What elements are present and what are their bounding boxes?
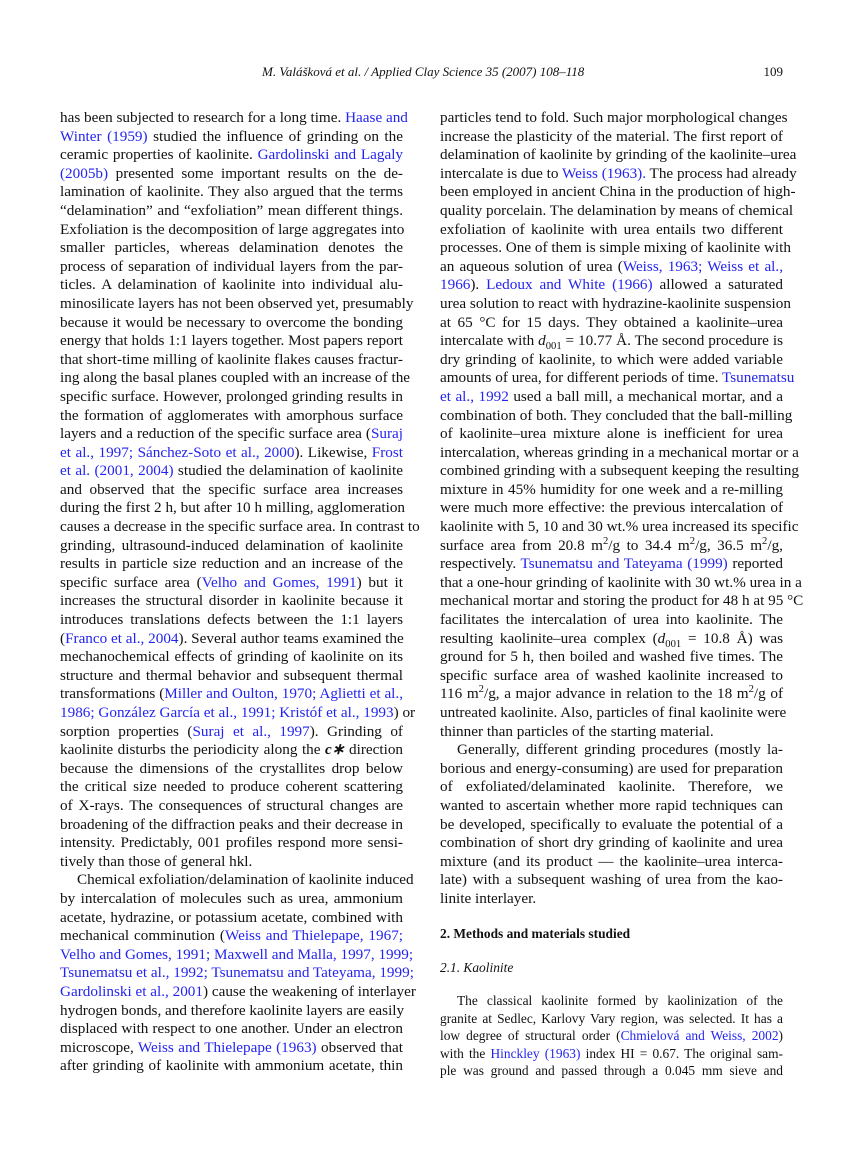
text-run: presented some important results on the de- xyxy=(108,164,403,182)
citation-link[interactable]: 1986; González García et al., 1991; Kristóf et al., 1993 xyxy=(60,704,394,721)
text-run: ing along the basal planes coupled with an increase of the xyxy=(60,369,411,387)
citation-link[interactable]: Miller and Oulton, 1970; Aglietti et al., xyxy=(164,685,403,703)
text-run: observed that xyxy=(316,1038,403,1056)
text-run: /g, 36.5 m xyxy=(695,536,763,554)
text-line xyxy=(60,1002,403,1021)
citation-link[interactable]: Suraj xyxy=(370,425,403,443)
text-run: ticles. A delamination of kaolinite into individual alu- xyxy=(60,276,403,294)
citation-link[interactable]: Tsunematsu and Tateyama (1999) xyxy=(520,555,728,573)
text-run: 2 xyxy=(762,535,768,547)
text-run: during the first 2 h, but after 10 h milling, agglomeration xyxy=(60,499,406,517)
text-run: Generally, different grinding procedures (mostly la- xyxy=(457,741,783,759)
text-line xyxy=(60,314,403,333)
text-run: ). xyxy=(470,276,487,294)
citation-link[interactable]: 1966 xyxy=(440,276,471,294)
text-run: particles tend to fold. Such major morphological changes xyxy=(440,109,788,126)
text-run: by intercalation of molecules such as urea, ammonium xyxy=(60,889,403,907)
text-run: mixture in 45% humidity for one week and a re-milling xyxy=(440,480,783,498)
text-line xyxy=(440,314,783,333)
text-run: 2 xyxy=(689,535,696,547)
text-run: surface area from 20.8 m xyxy=(440,536,603,554)
text-run: studied the influence of grinding on the xyxy=(147,127,403,145)
text-line xyxy=(440,294,791,314)
text-line xyxy=(440,109,788,128)
text-run: were much more effective: the previous intercalation of xyxy=(440,499,783,517)
text-line xyxy=(440,183,796,202)
text-run: energy that holds 1:1 layers together. Most papers report xyxy=(60,332,403,350)
text-run: The process had already xyxy=(646,164,797,182)
text-line xyxy=(60,741,403,760)
text-run: low degree of structural order ( xyxy=(440,1028,621,1044)
text-run: 2 xyxy=(602,535,609,547)
text-run: ground for 5 h, then boiled and washed five times. The xyxy=(440,648,783,666)
text-run: combined grinding with a subsequent keeping the resulting xyxy=(440,462,799,480)
text-line xyxy=(440,555,783,574)
text-line xyxy=(60,369,411,388)
text-line xyxy=(60,239,403,258)
running-title: M. Valášková et al. / Applied Clay Science 35 (2007) 108–118 xyxy=(262,64,585,79)
text-line xyxy=(440,388,783,407)
text-line xyxy=(440,741,783,760)
citation-link[interactable]: Hinckley (1963) xyxy=(490,1045,581,1061)
text-run: = 10.77 Å. The second procedure is xyxy=(561,332,783,350)
text-run: d xyxy=(657,629,666,647)
text-line xyxy=(60,165,403,184)
text-line xyxy=(60,332,403,351)
text-run: because the dimensions of the crystallites drop below xyxy=(60,759,403,777)
text-run: layers and a reduction of the specific surface area ( xyxy=(60,425,371,443)
text-run: thinner than particles of the starting material. xyxy=(440,722,714,740)
text-run: borious and energy-consuming) are used for preparation xyxy=(440,759,783,777)
text-line xyxy=(60,128,403,147)
text-run: 2 xyxy=(748,684,754,696)
text-line xyxy=(440,201,794,221)
text-line xyxy=(60,146,403,165)
text-line xyxy=(440,351,783,370)
text-line xyxy=(440,760,783,779)
text-run: ple was ground and passed through a 0.045 mm sieve and xyxy=(440,1063,783,1079)
text-run: of kaolinite–urea mixture alone is inefficient for urea xyxy=(440,425,783,443)
text-run: combination of both. They concluded that the ball-milling xyxy=(440,406,793,424)
text-run: /g, xyxy=(767,536,783,554)
citation-link[interactable]: et al. (2001, 2004) xyxy=(60,462,174,480)
text-line xyxy=(60,537,403,556)
text-run: that short-time milling of kaolinite flakes causes fractur- xyxy=(60,350,403,368)
text-run: 001 xyxy=(545,341,562,353)
subsection-heading: 2.1. Kaolinite xyxy=(440,960,514,975)
text-line xyxy=(60,797,403,816)
text-run: /g of xyxy=(753,685,784,703)
text-line xyxy=(440,369,795,388)
text-run: results in particle size reduction and an increase of the xyxy=(60,555,403,573)
text-run: of X-rays. The consequences of structural changes are xyxy=(60,796,403,814)
citation-link[interactable]: Frost xyxy=(371,443,403,461)
text-run: processes. One of them is simple mixing of kaolinite with xyxy=(440,239,791,257)
citation-link[interactable]: (2005b) xyxy=(60,164,109,182)
text-run: ). Likewise, xyxy=(294,443,372,461)
text-run: ). Grinding of xyxy=(309,722,403,740)
citation-link[interactable]: Tsunematsu et al., 1992; Tsunematsu and Tateyama, 1999; xyxy=(60,964,414,982)
text-run: 001 xyxy=(665,638,682,650)
text-line xyxy=(440,592,804,611)
text-run: studied the delamination of kaolinite xyxy=(173,462,403,480)
text-line xyxy=(60,444,403,463)
text-line xyxy=(440,518,799,537)
text-run: mechanical comminution ( xyxy=(60,927,225,945)
text-line xyxy=(60,407,403,426)
text-run: resulting kaolinite–urea complex ( xyxy=(440,629,658,647)
text-line xyxy=(60,258,403,277)
text-run: introduces translations defects between the 1:1 layers xyxy=(60,611,403,629)
text-run: respectively. xyxy=(440,555,521,573)
text-run: quality porcelain. The delamination by means of chemical xyxy=(440,201,794,219)
text-run: c∗ xyxy=(325,741,345,759)
text-run: d xyxy=(538,332,546,350)
text-run: facilitates the intercalation of urea into kaolinite. The xyxy=(440,611,783,629)
text-run: ( xyxy=(60,629,66,647)
text-line xyxy=(60,909,403,928)
text-run: because it would be necessary to overcome the bonding xyxy=(60,313,403,331)
text-run: broadening of the diffraction peaks and their decrease in xyxy=(60,815,403,833)
text-line xyxy=(440,853,783,872)
text-line xyxy=(440,573,802,593)
kaolinite-section-text xyxy=(440,992,783,1080)
text-run: process of separation of individual layers from the par- xyxy=(60,257,403,275)
text-line xyxy=(440,276,783,295)
text-line xyxy=(60,611,403,630)
citation-link[interactable]: Weiss and Thielepape (1963) xyxy=(137,1038,317,1056)
text-line xyxy=(60,388,403,407)
text-run: 116 m xyxy=(440,685,479,703)
left-column xyxy=(60,109,420,1076)
text-line xyxy=(440,834,783,853)
text-run: tively than those of general hkl. xyxy=(60,852,253,870)
text-line xyxy=(60,760,403,779)
text-line xyxy=(440,537,783,556)
citation-link[interactable]: et al., 1992 xyxy=(440,387,509,405)
text-run: of exfoliated/delaminated kaolinite. Therefore, we xyxy=(440,778,783,796)
text-run: ) or xyxy=(393,704,416,721)
text-run: mechanical mortar and storing the product for 48 h at 95 °C xyxy=(440,592,804,610)
text-run: /g, a major advance in relation to the 18 m xyxy=(483,685,749,703)
text-line xyxy=(60,481,403,500)
text-run: and observed that the specific surface area increases xyxy=(60,480,403,498)
text-run: kaolinite disturbs the periodicity along the xyxy=(60,741,326,759)
text-run: kaolinite with 5, 10 and 30 wt.% urea increased its specific xyxy=(440,518,799,536)
text-run: 2 xyxy=(478,684,484,696)
text-run: specific surface. However, prolonged grinding results in xyxy=(60,387,403,405)
text-run: after grinding of kaolinite with ammonium acetate, thin xyxy=(60,1057,403,1075)
text-run: Exfoliation is the decomposition of large aggregates into xyxy=(60,220,405,238)
text-line xyxy=(60,723,403,742)
text-run: microscope, xyxy=(60,1038,138,1056)
citation-link[interactable]: Gardolinski and Lagaly xyxy=(257,146,404,164)
text-run: intercalate with xyxy=(440,332,539,350)
citation-link[interactable]: et al., 1997; Sánchez-Soto et al., 2000 xyxy=(60,443,295,461)
citation-link[interactable]: Haase and xyxy=(345,109,408,126)
text-line xyxy=(60,685,403,704)
text-run: with the xyxy=(440,1045,491,1061)
text-line xyxy=(440,685,783,704)
citation-link[interactable]: Ledoux and White (1966) xyxy=(486,276,653,294)
text-line xyxy=(440,797,783,816)
text-line xyxy=(440,239,791,258)
text-line xyxy=(60,853,403,872)
text-line xyxy=(440,406,793,426)
text-run: “delamination” and “exfoliation” mean different things. xyxy=(60,201,403,219)
text-line xyxy=(440,221,783,240)
text-run: minosilicate layers has not been observed yet, presumably xyxy=(60,294,414,312)
text-line xyxy=(60,630,403,649)
text-run: increases the structural disorder in kaolinite because it xyxy=(60,592,403,610)
text-line xyxy=(60,462,403,481)
text-line xyxy=(440,1045,783,1063)
text-line xyxy=(60,945,414,965)
text-line xyxy=(440,871,783,890)
text-line xyxy=(60,294,414,314)
text-run: causes a decrease in the specific surface area. In contrast to xyxy=(60,518,420,536)
text-line xyxy=(440,425,783,444)
text-run: granite at Sedlec, Karlovy Vary region, was selected. It has a xyxy=(440,1010,783,1026)
text-line xyxy=(60,964,414,983)
text-line xyxy=(60,574,403,593)
text-line xyxy=(440,704,787,723)
text-run: /g to 34.4 m xyxy=(608,536,690,554)
text-run: the formation of agglomerates with amorphous surface xyxy=(60,406,403,424)
text-line xyxy=(60,927,403,946)
text-run: structure and thermal behavior and subsequent thermal xyxy=(60,666,403,684)
text-run: reported xyxy=(727,555,783,573)
text-run: displaced with respect to one another. Under an electron xyxy=(60,1020,403,1038)
citation-link[interactable]: Tsunematsu xyxy=(722,369,795,387)
text-run: hydrogen bonds, and therefore kaolinite layers are easily xyxy=(60,1001,405,1019)
text-run: specific surface area ( xyxy=(60,573,202,591)
text-line xyxy=(60,778,403,797)
text-run: intercalate is due to xyxy=(440,164,563,182)
text-run: grinding, ultrasound-induced delamination of kaolinite xyxy=(60,536,403,554)
text-line xyxy=(60,276,403,295)
text-line xyxy=(440,462,799,481)
text-run: exfoliation of kaolinite with urea entails two different xyxy=(440,220,783,238)
text-line xyxy=(440,1027,783,1045)
text-run: = 10.8 Å) was xyxy=(681,629,784,647)
text-run: untreated kaolinite. Also, particles of final kaolinite were xyxy=(440,704,787,721)
text-run: sorption properties ( xyxy=(60,722,193,740)
text-line xyxy=(440,258,783,277)
text-line xyxy=(440,128,783,147)
text-line xyxy=(440,1010,783,1028)
text-line xyxy=(60,499,406,518)
text-run: be developed, specifically to evaluate the potential of a xyxy=(440,815,783,833)
text-run: intercalation, whereas grinding in a mechanical mortar or a xyxy=(440,443,799,461)
text-run: amounts of urea, for different periods of time. xyxy=(440,369,723,387)
text-line xyxy=(440,146,797,165)
text-run: been employed in ancient China in the production of high- xyxy=(440,183,796,201)
text-run: ) cause the weakening of interlayer xyxy=(203,982,416,1000)
citation-link[interactable]: Chmielová and Weiss, 2002 xyxy=(620,1028,779,1044)
text-run: ceramic properties of kaolinite. xyxy=(60,146,258,164)
text-run: allowed a saturated xyxy=(652,276,783,294)
text-line xyxy=(60,982,416,1002)
citation-link[interactable]: Weiss, 1963; Weiss et al., xyxy=(622,257,784,275)
text-line xyxy=(440,648,783,667)
text-run: dry grinding of kaolinite, to which were added variable xyxy=(440,350,783,368)
text-run: lamination of kaolinite. They also argued that the terms xyxy=(60,183,403,201)
citation-link[interactable]: Velho and Gomes, 1991; Maxwell and Malla, 1997, 1999; xyxy=(60,945,414,963)
page-number: 109 xyxy=(763,64,783,79)
citation-link[interactable]: Gardolinski et al., 2001 xyxy=(60,982,203,1000)
text-line xyxy=(440,992,783,1010)
text-line xyxy=(60,1020,403,1039)
text-line xyxy=(60,592,403,611)
text-line xyxy=(440,778,783,797)
text-run: index HI = 0.67. The original sam- xyxy=(580,1045,783,1061)
text-run: at 65 °C for 15 days. They obtained a kaolinite–urea xyxy=(440,313,783,331)
text-run: increase the plasticity of the material. The first report of xyxy=(440,127,783,145)
text-run: an aqueous solution of urea ( xyxy=(440,257,623,275)
text-run: urea solution to react with hydrazine-kaolinite suspension xyxy=(440,294,791,312)
text-line xyxy=(60,834,403,853)
text-line xyxy=(60,667,403,686)
text-run: combination of short dry grinding of kaolinite and urea xyxy=(440,834,783,852)
citation-link[interactable]: Franco et al., 2004 xyxy=(65,629,179,647)
text-line xyxy=(440,723,783,742)
text-line xyxy=(60,221,403,240)
text-run: direction xyxy=(344,741,404,759)
citation-link[interactable]: Velho and Gomes, 1991 xyxy=(201,573,357,591)
text-line xyxy=(60,183,403,202)
text-line xyxy=(440,481,783,500)
text-line xyxy=(440,499,783,518)
text-run: wanted to ascertain whether more rapid techniques can xyxy=(440,796,783,814)
text-line xyxy=(440,816,783,835)
text-run: the critical size needed to produce coherent scattering xyxy=(60,778,403,796)
text-run: late) with a subsequent washing of urea from the kao- xyxy=(440,871,783,889)
text-line xyxy=(60,816,403,835)
text-run: smaller particles, whereas delamination denotes the xyxy=(60,239,403,257)
text-line xyxy=(60,109,408,128)
text-line xyxy=(60,1057,403,1076)
text-line xyxy=(60,351,403,370)
text-run: ). Several author teams examined the xyxy=(178,629,404,647)
text-run: transformations ( xyxy=(60,685,165,703)
text-line xyxy=(440,1062,783,1080)
citation-link[interactable]: Weiss and Thielepape, 1967; xyxy=(224,927,404,945)
text-line xyxy=(440,630,783,649)
text-run: ) but it xyxy=(356,573,403,591)
text-run: specific surface area of washed kaolinite increased to xyxy=(440,666,783,684)
text-run: that a one-hour grinding of kaolinite with 30 wt.% urea in a xyxy=(440,573,802,591)
text-line xyxy=(440,164,797,184)
text-line xyxy=(60,555,403,574)
text-line xyxy=(440,611,783,630)
text-line xyxy=(60,425,403,444)
text-line xyxy=(60,1039,403,1058)
text-run: delamination of kaolinite by grinding of the kaolinite–urea xyxy=(440,146,797,164)
text-run: mixture (and its product — the kaolinite–urea interca- xyxy=(440,852,783,870)
text-run: linite interlayer. xyxy=(440,889,537,907)
text-run: has been subjected to research for a long time. xyxy=(60,109,346,126)
text-line xyxy=(60,890,403,909)
citation-link[interactable]: Weiss (1963). xyxy=(562,164,647,182)
text-line xyxy=(440,332,783,351)
text-line xyxy=(60,202,403,221)
text-line xyxy=(60,704,416,723)
text-run: acetate, hydrazine, or potassium acetate, combined with xyxy=(60,908,403,926)
citation-link[interactable]: Winter (1959) xyxy=(60,127,148,145)
citation-link[interactable]: Suraj et al., 1997 xyxy=(192,722,310,740)
text-run: mechanochemical effects of grinding of kaolinite on its xyxy=(60,648,403,666)
text-run: The classical kaolinite formed by kaolinization of the xyxy=(457,993,783,1008)
text-line xyxy=(60,648,403,667)
text-line xyxy=(440,890,783,909)
text-line xyxy=(440,443,799,463)
text-run: Chemical exfoliation/delamination of kaolinite induced xyxy=(77,871,414,889)
text-run: ) xyxy=(778,1028,783,1044)
text-run: intensity. Predictably, 001 profiles respond more sensi- xyxy=(60,834,403,852)
section-heading: 2. Methods and materials studied xyxy=(440,926,631,941)
text-line xyxy=(60,518,420,537)
right-column xyxy=(440,109,804,909)
text-run: used a ball mill, a mechanical mortar, and a xyxy=(508,387,784,405)
text-line xyxy=(440,667,783,686)
text-line xyxy=(60,871,414,890)
